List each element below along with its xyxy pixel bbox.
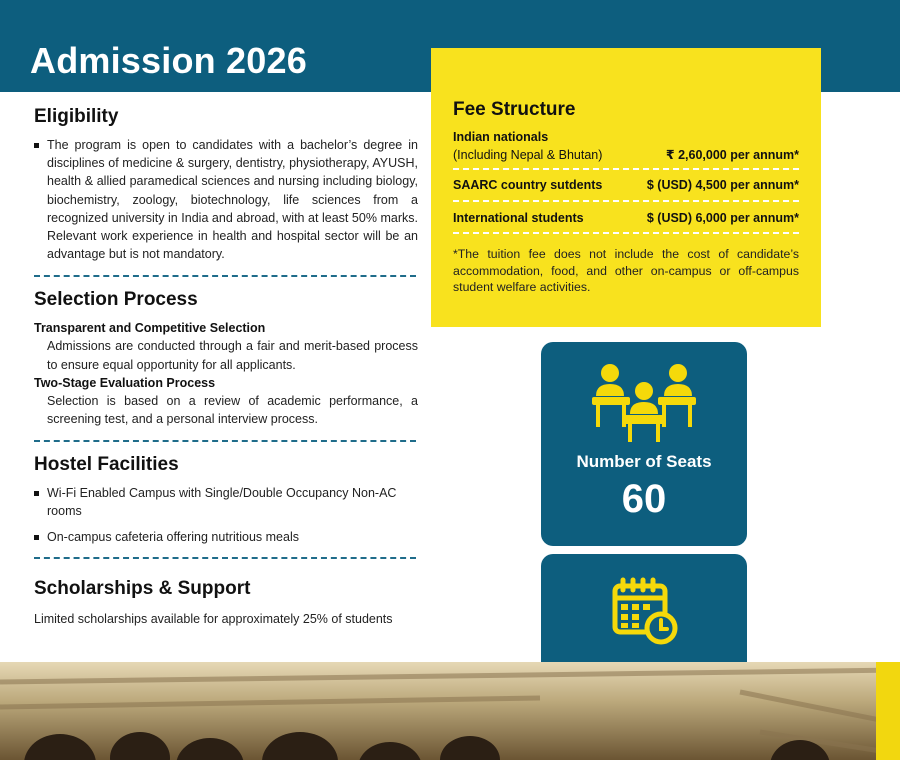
fee-row — [453, 128, 799, 164]
selection-item-text: Admissions are conducted through a fair and merit-based process to ensure equal opportunity for all applicants. — [47, 339, 418, 372]
selection-item-title: Transparent and Competitive Selection — [34, 321, 266, 336]
yellow-accent-strip — [876, 662, 900, 760]
fee-row — [453, 209, 799, 227]
campus-photo — [0, 662, 900, 760]
calendar-clock-icon — [541, 576, 747, 651]
selection-item-text: Selection is based on a review of academic performance, a screening test, and a personal interview process. — [47, 393, 418, 427]
fee-note: *The tuition fee does not include the cost of candidate’s accommodation, food, and other on-campus or off-campus student welfare activities. — [453, 247, 799, 294]
fee-row — [453, 176, 799, 194]
eligibility-heading: Eligibility — [34, 106, 119, 127]
seats-label: Number of Seats — [576, 452, 712, 471]
fee-row-amount: $ (USD) 4,500 per annum* — [646, 178, 799, 192]
seats-value: 60 — [621, 477, 667, 521]
fee-divider — [453, 200, 799, 202]
fee-row-label: Indian nationals — [453, 130, 549, 144]
divider — [34, 275, 416, 277]
fee-structure-box — [431, 48, 821, 327]
selection-item-title: Two-Stage Evaluation Process — [34, 375, 216, 390]
hostel-item: Wi-Fi Enabled Campus with Single/Double Occupancy Non-AC rooms — [34, 484, 418, 520]
scholarships-heading: Scholarships & Support — [34, 577, 251, 599]
fee-row-label: SAARC country sutdents — [453, 178, 603, 192]
fee-row-amount: $ (USD) 6,000 per annum* — [646, 211, 799, 225]
divider — [34, 557, 416, 559]
seats-card — [541, 342, 747, 546]
fee-heading: Fee Structure — [453, 99, 576, 120]
fee-row-label: International students — [453, 211, 584, 225]
eligibility-text: The program is open to candidates with a bachelor’s degree in disciplines of medicine & surgery, dentistry, physiotherapy, AYUSH, health & allied paramedical sciences and nursing including biology, biochemistry, zoology, biotechnology, life sciences from a recognized university in India and abroad, with at least 50% marks. Relevant work experience in health and hospital sector will be an advantage but is not mandatory. — [34, 136, 418, 263]
left-column — [34, 104, 418, 628]
divider — [34, 440, 416, 442]
fee-row-amount: ₹ 2,60,000 per annum* — [665, 148, 799, 162]
scholarships-text: Limited scholarships available for approximately 25% of students — [34, 611, 393, 626]
fee-row-sublabel: (Including Nepal & Bhutan) — [453, 148, 603, 162]
selection-heading: Selection Process — [34, 289, 198, 311]
fee-divider — [453, 168, 799, 170]
hostel-heading: Hostel Facilities — [34, 454, 179, 476]
classroom-icon — [541, 362, 747, 449]
hostel-item: On-campus cafeteria offering nutritious meals — [34, 528, 418, 546]
fee-divider — [453, 232, 799, 234]
page-title: Admission 2026 — [30, 40, 307, 81]
